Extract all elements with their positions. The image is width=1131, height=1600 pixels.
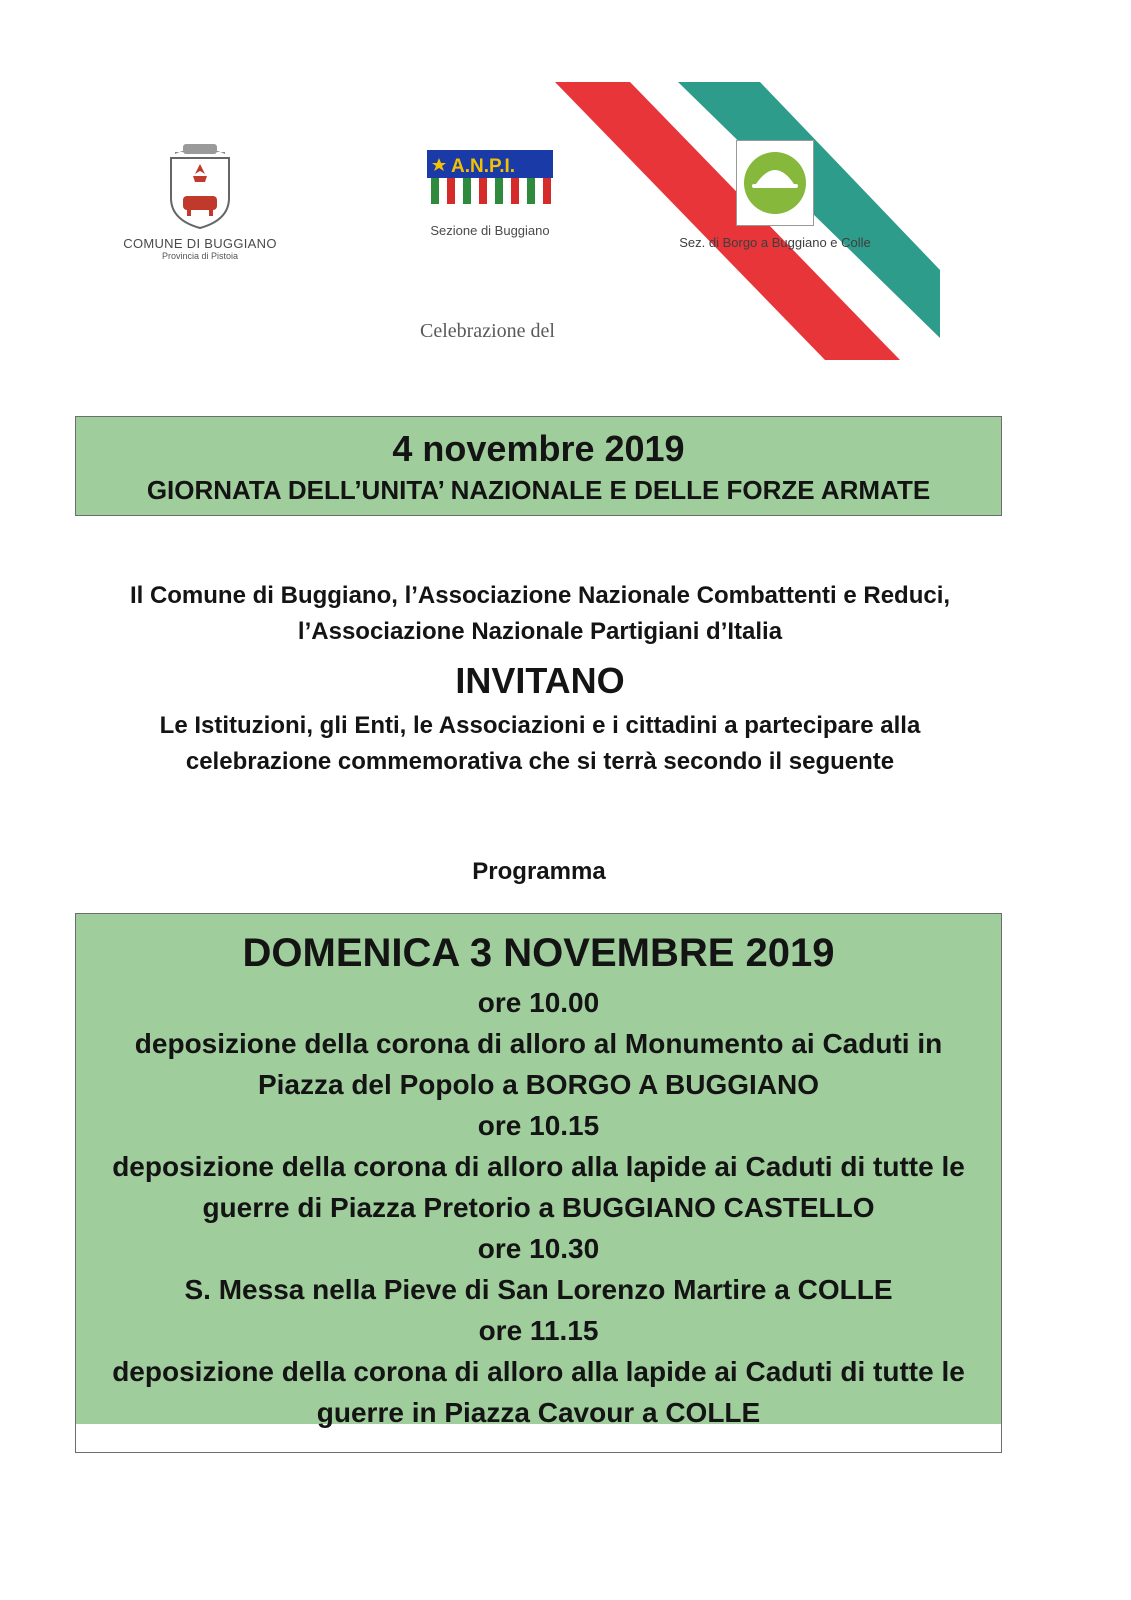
invitation-block [60, 578, 1020, 780]
program-title: DOMENICA 3 NOVEMBRE 2019 [242, 931, 835, 975]
invitation-line: l’Associazione Nazionale Partigiani d’Italia [297, 618, 783, 645]
invitation-line: Le Istituzioni, gli Enti, le Associazioni e i cittadini a partecipare alla [159, 712, 921, 739]
comune-province: Provincia di Pistoia [161, 251, 239, 261]
date-banner [75, 416, 1002, 516]
program-box [75, 913, 1002, 1453]
event-time: ore 10.15 [477, 1110, 600, 1141]
invitation-verb: INVITANO [455, 660, 625, 701]
celebrazione-text: Celebrazione del [420, 320, 555, 342]
comune-logo [110, 140, 290, 261]
comune-name: COMUNE DI BUGGIANO [123, 236, 277, 251]
header-logos [110, 80, 990, 370]
program-label: Programma [472, 858, 606, 885]
helmet-icon [742, 150, 808, 216]
ancr-badge [736, 140, 814, 226]
invitation-line: celebrazione commemorativa che si terrà secondo il seguente [185, 748, 895, 775]
event-description: Piazza del Popolo a BORGO A BUGGIANO [257, 1069, 820, 1100]
anpi-badge-icon [427, 150, 553, 206]
event-description: deposizione della corona di alloro alla lapide ai Caduti di tutte le [112, 1356, 965, 1387]
event-description: S. Messa nella Pieve di San Lorenzo Martire a COLLE [184, 1274, 893, 1305]
invitation-line: Il Comune di Buggiano, l’Associazione Nazionale Combattenti e Reduci, [129, 582, 951, 609]
event-subtitle: GIORNATA DELL’UNITA’ NAZIONALE E DELLE FORZE ARMATE [146, 475, 931, 505]
event-time: ore 10.30 [477, 1233, 600, 1264]
event-description: deposizione della corona di alloro al Monumento ai Caduti in [134, 1028, 943, 1059]
anpi-acronym: A.N.P.I. [451, 156, 516, 177]
event-time: ore 10.00 [477, 987, 600, 1018]
event-time: ore 11.15 [478, 1315, 599, 1346]
anpi-section: Sezione di Buggiano [430, 223, 550, 238]
event-description: deposizione della corona di alloro alla lapide ai Caduti di tutte le [112, 1151, 965, 1182]
event-description: guerre in Piazza Cavour a COLLE [316, 1397, 761, 1428]
comune-crest-icon [165, 140, 235, 230]
event-date: 4 novembre 2019 [392, 428, 685, 469]
ancr-section: Sez. di Borgo a Buggiano e Colle [679, 235, 871, 250]
ancr-logo [640, 140, 910, 251]
anpi-logo [410, 150, 570, 239]
event-description: guerre di Piazza Pretorio a BUGGIANO CASTELLO [202, 1192, 875, 1223]
